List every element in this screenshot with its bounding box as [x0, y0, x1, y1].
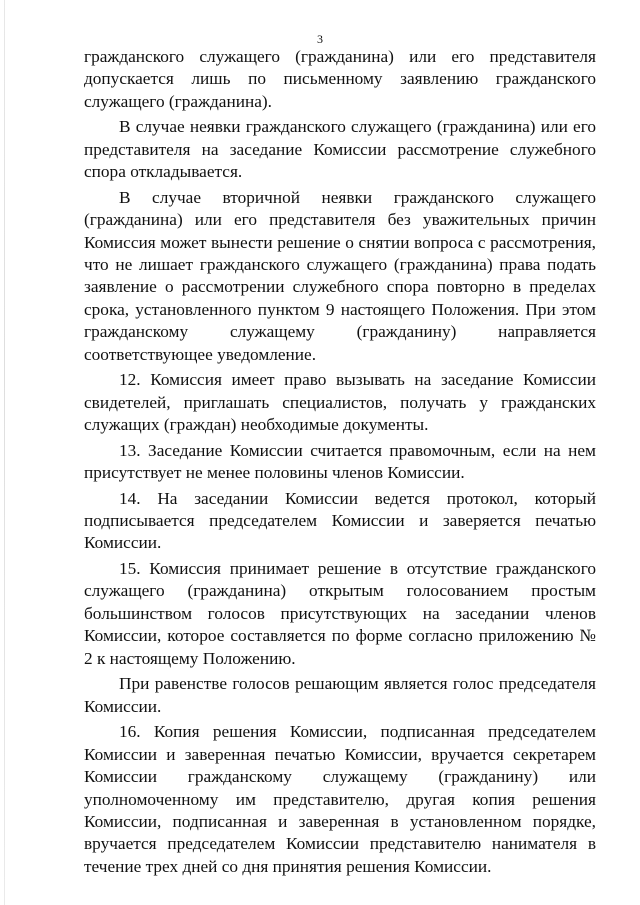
- paragraph-item-12: 12. Комиссия имеет право вызывать на заседание Комиссии свидетелей, приглашать специалистов, получать у гражданских служащих (граждан) необходимые документы.: [84, 370, 596, 435]
- paragraph-item-14: 14. На заседании Комиссии ведется протокол, который подписывается председателем Комиссии и заверяется печатью Комиссии.: [84, 488, 596, 553]
- scan-edge-line: [4, 0, 5, 905]
- paragraph-second-absence: В случае вторичной неявки гражданского служащего (гражданина) или его представителя без уважительных причин Комиссия может вынести решение о снятии вопроса с рассмотрения, что не лишает гражданского служащего (гражданина) права подать заявление о рассмотрении служебного спора повторно в пределах срока, установленного пунктом 9 настоящего Положения. При этом гражданскому служащему (гражданину) направляется соответствующее уведомление.: [84, 187, 596, 364]
- paragraph-absence: В случае неявки гражданского служащего (гражданина) или его представителя на заседание Комиссии рассмотрение служебного спора откладывается.: [84, 117, 596, 182]
- paragraph-item-16: 16. Копия решения Комиссии, подписанная председателем Комиссии и заверенная печатью Комиссии, вручается секретарем Комиссии гражданскому служащему (гражданину) или уполномоченному им представителю, другая копия решения Комиссии, подписанная и заверенная в установленном порядке, вручается председателем Комиссии представителю нанимателя в течение трех дней со дня принятия решения Комиссии.: [84, 722, 596, 876]
- page-number: 3: [317, 32, 323, 46]
- paragraph-tie-vote: При равенстве голосов решающим является голос председателя Комиссии.: [84, 674, 596, 716]
- paragraph-continuation: гражданского служащего (гражданина) или его представителя допускается лишь по письменному заявлению гражданского служащего (гражданина).: [84, 47, 596, 111]
- paragraph-item-15: 15. Комиссия принимает решение в отсутствие гражданского служащего (гражданина) открытым голосованием простым большинством голосов присутствующих на заседании членов Комиссии, которое составляется по форме согласно приложению № 2 к настоящему Положению.: [84, 559, 596, 668]
- document-body: [84, 46, 596, 881]
- paragraph-item-13: 13. Заседание Комиссии считается правомочным, если на нем присутствует не менее половины членов Комиссии.: [84, 440, 596, 483]
